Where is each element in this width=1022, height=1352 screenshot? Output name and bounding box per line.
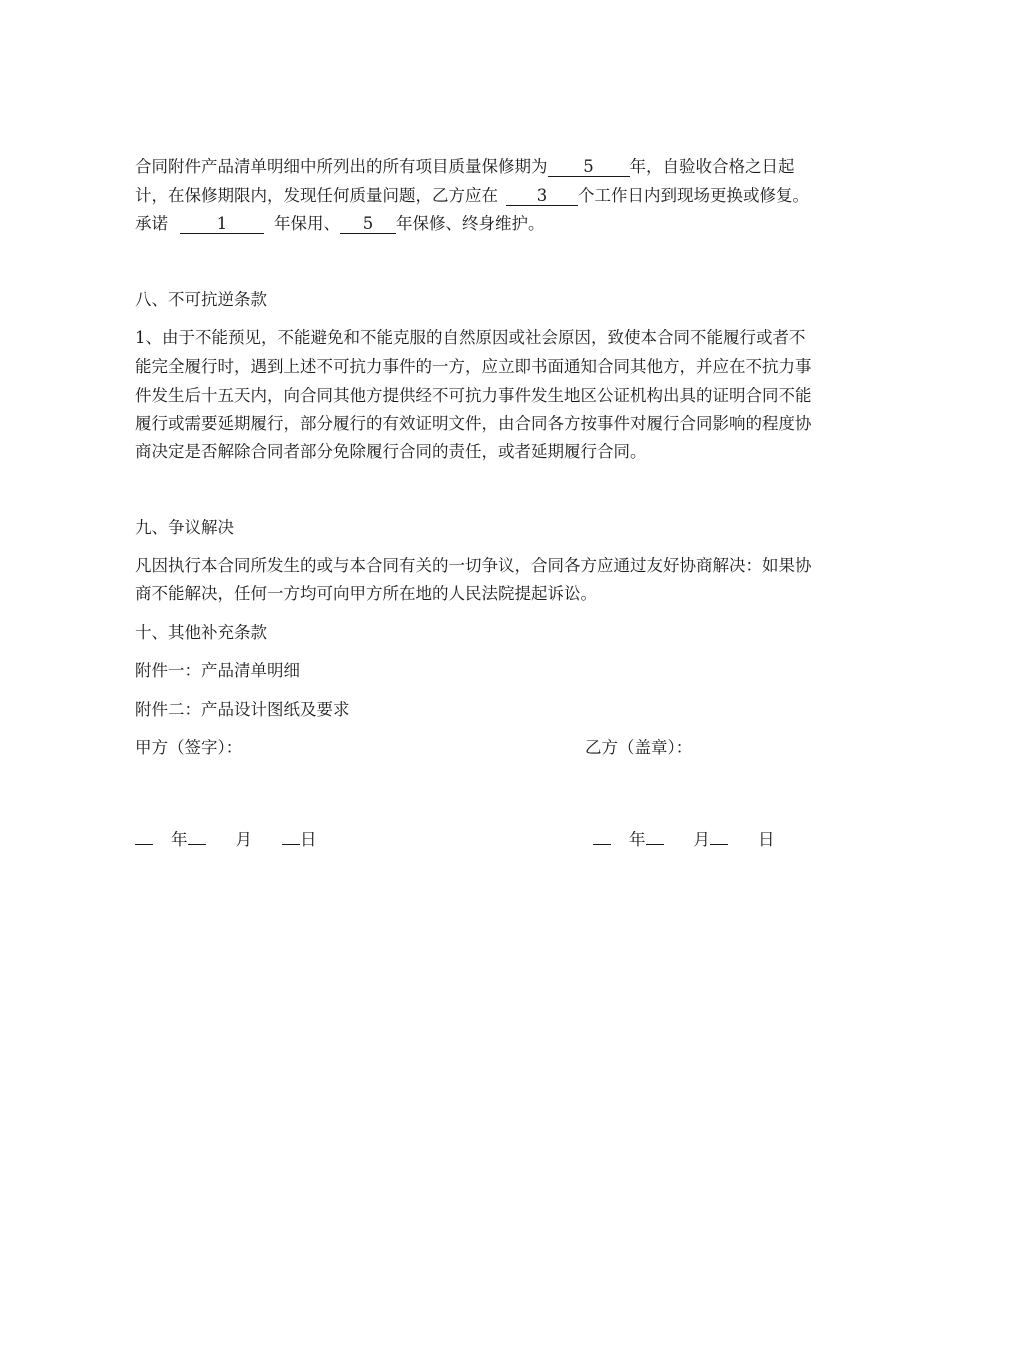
warranty-line-1 [135,157,905,177]
month-blank [188,828,206,845]
year-blank [135,828,153,845]
section-8-line: 能完全履行时，遇到上述不可抗力事件的一方，应立即书面通知合同其他方，并应在不抗力事 [135,357,812,376]
attachment-1: 附件一：产品清单明细 [135,661,300,680]
month-label: 月 [693,830,710,849]
attachment-2: 附件二：产品设计图纸及要求 [135,700,350,719]
warranty-text: 年，自验收合格之日起 [629,157,795,176]
section-9-heading: 九、争议解决 [135,518,234,537]
section-8-line: 件发生后十五天内，向合同其他方提供经不可抗力事件发生地区公证机构出具的证明合同不能 [135,386,812,405]
warranty-line-3 [135,214,905,234]
section-8-line: 1、由于不能预见，不能避免和不能克服的自然原因或社会原因，致使本合同不能履行或者不 [135,328,806,347]
maintenance-years-field: 5 [340,215,396,234]
repair-days-field: 3 [506,187,578,206]
year-label: 年 [171,830,188,849]
year-blank [593,828,611,845]
day-label: 日 [300,830,317,849]
day-blank [710,828,728,845]
party-b-date [593,828,775,850]
warranty-years-field: 5 [548,158,630,177]
warranty-text: 个工作日内到现场更换或修复。 [578,186,809,205]
section-9-line: 凡因执行本合同所发生的或与本合同有关的一切争议，合同各方应通过友好协商解决：如果协 [135,556,812,575]
warranty-text: 计，在保修期限内，发现任何质量问题，乙方应在 [135,186,498,205]
month-blank [646,828,664,845]
section-9-line: 商不能解决，任何一方均可向甲方所在地的人民法院提起诉讼。 [135,584,597,603]
warranty-text: 承诺 [135,214,168,233]
section-8-line: 商决定是否解除合同者部分免除履行合同的责任，或者延期履行合同。 [135,442,647,461]
day-label: 日 [758,830,775,849]
warranty-line-2 [135,186,905,206]
year-label: 年 [629,830,646,849]
month-label: 月 [235,830,252,849]
guarantee-years-field: 1 [180,215,264,234]
warranty-text: 合同附件产品清单明细中所列出的所有项目质量保修期为 [135,157,548,176]
party-a-date [135,828,535,848]
section-10-heading: 十、其他补充条款 [135,623,267,642]
warranty-text: 年保修、终身维护。 [396,214,545,233]
warranty-text: 年保用、 [274,214,340,233]
section-8-line: 履行或需要延期履行，部分履行的有效证明文件，由合同各方按事件对履行合同影响的程度协 [135,414,812,433]
party-a-signature-label: 甲方（签字）： [135,738,243,757]
section-8-heading: 八、不可抗逆条款 [135,290,267,309]
party-b-seal-label: 乙方（盖章）： [585,738,693,757]
day-blank [282,828,300,845]
